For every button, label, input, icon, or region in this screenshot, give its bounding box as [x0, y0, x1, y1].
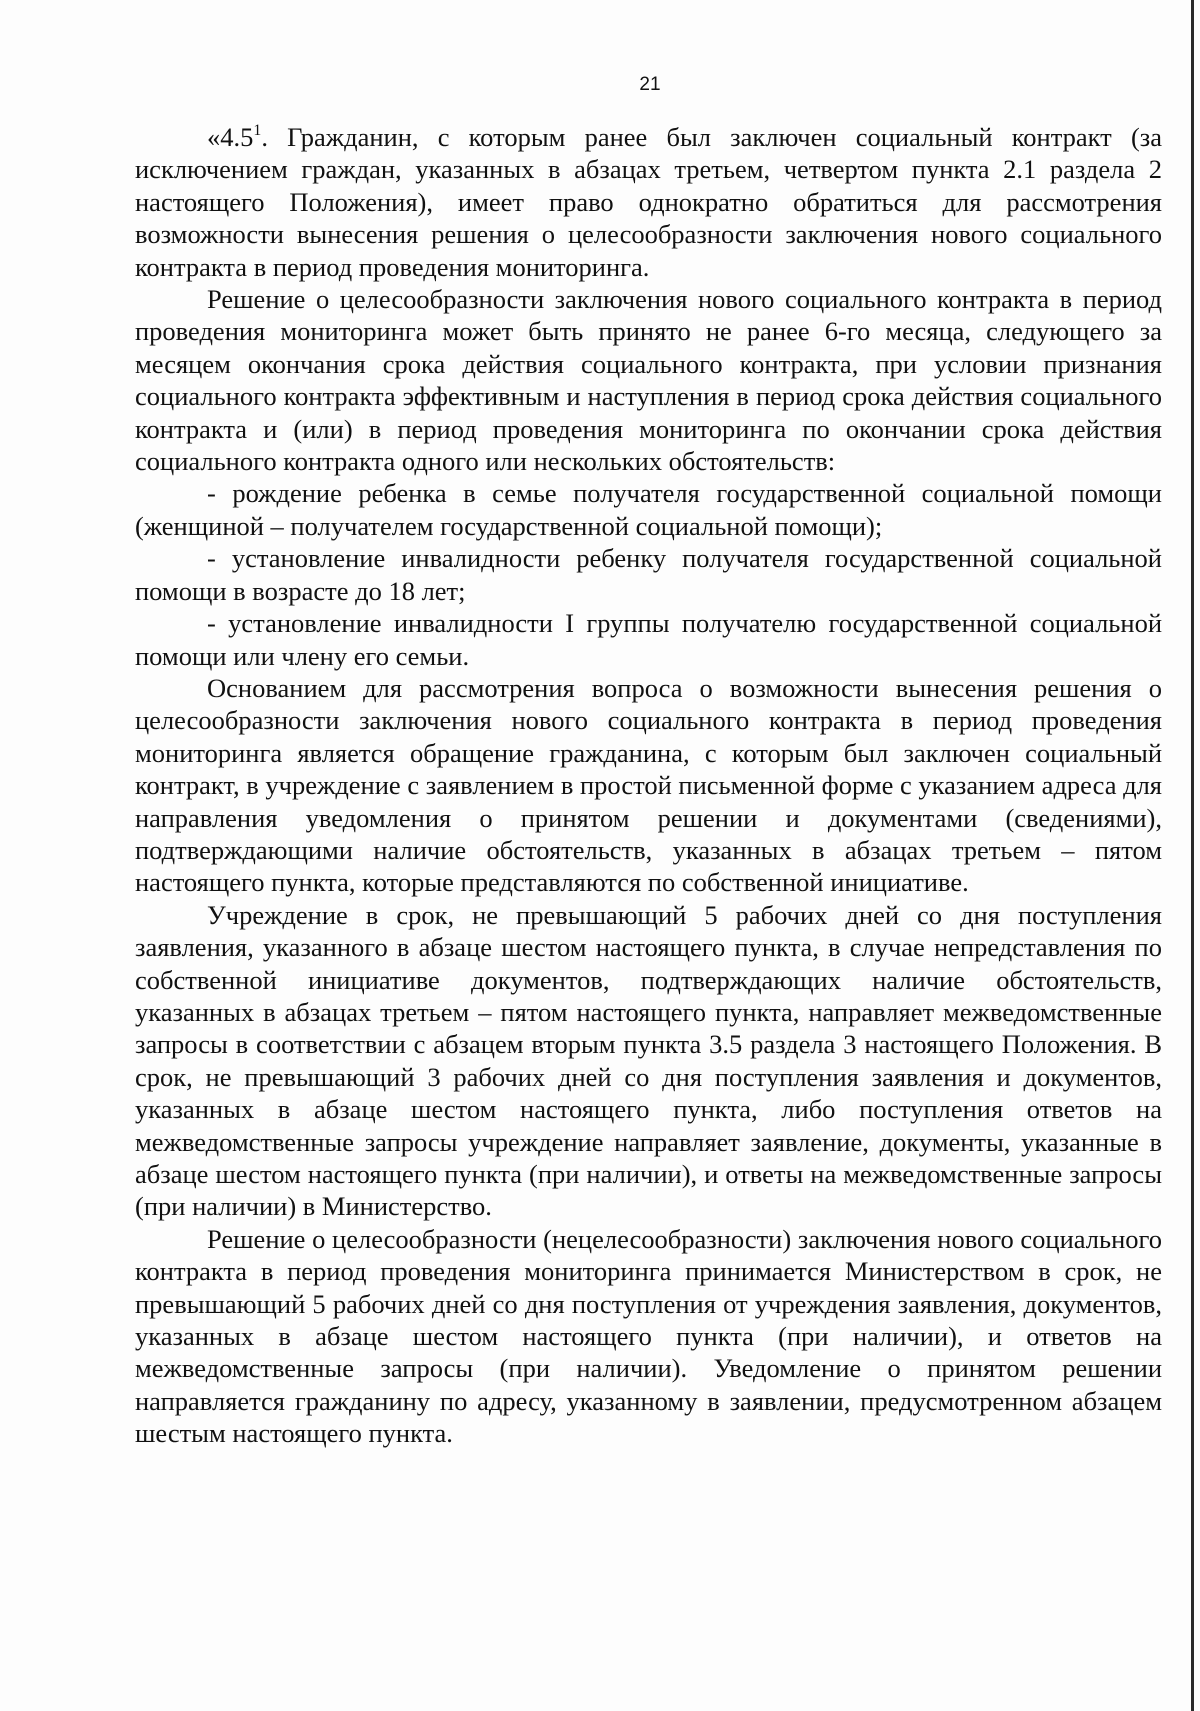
section-4-5-1-paragraph [135, 121, 1162, 283]
paragraph-grounds: Основанием для рассмотрения вопроса о возможности вынесения решения о целесообразности заключения нового социального контракта в период проведения мониторинга является обращение гражданина, с которым был заключен социальный контракт, в учреждение с заявлением в простой письменной форме с указанием адреса для направления уведомления о принятом решении и документами (сведениями), подтверждающими наличие обстоятельств, указанных в абзацах третьем – пятом настоящего пункта, которые представляются по собственной инициативе. [135, 672, 1162, 898]
scan-edge [1191, 0, 1194, 1711]
document-body [135, 121, 1162, 1450]
section-text: . Гражданин, с которым ранее был заключен социальный контракт (за исключением граждан, указанных в абзацах третьем, четвертом пункта 2.1 раздела 2 настоящего Положения), имеет право однократно обратиться для рассмотрения возможности вынесения решения о целесообразности заключения нового социального контракта в период проведения мониторинга. [135, 122, 1162, 282]
section-number: «4.5 [207, 122, 254, 152]
page-number: 21 [639, 74, 661, 95]
list-item-birth: - рождение ребенка в семье получателя государственной социальной помощи (женщиной – получателем государственной социальной помощи); [135, 478, 1162, 541]
section-superscript: 1 [253, 121, 262, 139]
paragraph-institution-procedure: Учреждение в срок, не превышающий 5 рабочих дней со дня поступления заявления, указанного в абзаце шестом настоящего пункта, в случае непредставления по собственной инициативе документов, подтверждающих наличие обстоятельств, указанных в абзацах третьем – пятом настоящего пункта, направляет межведомственные запросы в соответствии с абзацем вторым пункта 3.5 раздела 3 настоящего Положения. В срок, не превышающий 3 рабочих дней со дня поступления заявления и документов, указанных в абзаце шестом настоящего пункта, либо поступления ответов на межведомственные запросы учреждение направляет заявление, документы, указанные в абзаце шестом настоящего пункта (при наличии), и ответы на межведомственные запросы (при наличии) в Министерство. [135, 899, 1162, 1222]
list-item-group-1-disability: - установление инвалидности I группы получателю государственной социальной помощи или члену его семьи. [135, 608, 1162, 671]
list-item-child-disability: - установление инвалидности ребенку получателя государственной социальной помощи в возрасте до 18 лет; [135, 543, 1162, 606]
paragraph-ministry-decision: Решение о целесообразности (нецелесообразности) заключения нового социального контракта в период проведения мониторинга принимается Министерством в срок, не превышающий 5 рабочих дней со дня поступления от учреждения заявления, документов, указанных в абзаце шестом настоящего пункта (при наличии), и ответов на межведомственные запросы (при наличии). Уведомление о принятом решении направляется гражданину по адресу, указанному в заявлении, предусмотренном абзацем шестым настоящего пункта. [135, 1223, 1162, 1449]
paragraph-decision-conditions: Решение о целесообразности заключения нового социального контракта в период проведения мониторинга может быть принято не ранее 6-го месяца, следующего за месяцем окончания срока действия социального контракта, при условии признания социального контракта эффективным и наступления в период срока действия социального контракта и (или) в период проведения мониторинга по окончании срока действия социального контракта одного или нескольких обстоятельств: [135, 284, 1162, 477]
